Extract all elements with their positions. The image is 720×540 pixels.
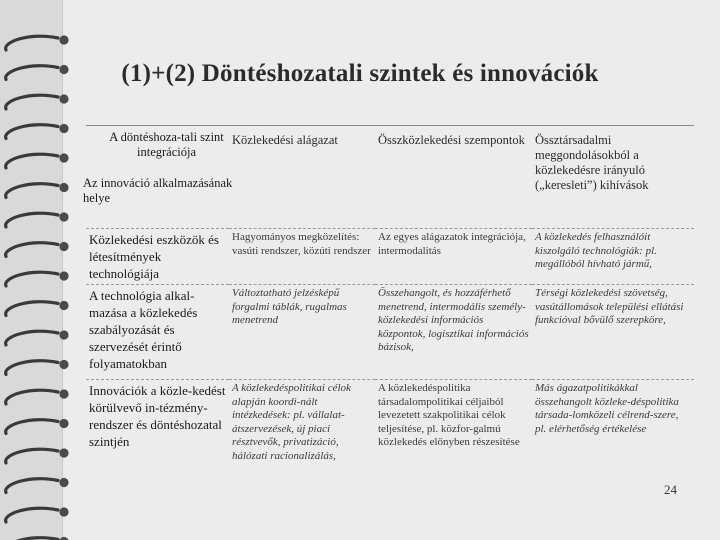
page-number: 24 [664,482,677,497]
column-header: Összközlekedési szempontok [375,126,532,229]
binder-ring [6,36,58,50]
table-cell: Az egyes alágazatok integrációja, intermodalitás [375,229,532,285]
corner-top-label: A döntéshoza-tali szint integrációja [109,130,224,159]
binder-ring [6,390,58,404]
row-label: A technológia alkal-mazása a közlekedés szabályozását és szervezését érintő folyamatokban [86,285,229,380]
binder-ring [6,154,58,168]
table-cell: A közlekedéspolitikai célok alapján koordi-nált intézkedések: pl. vállalat-átszervezések, új piaci résztvevők, privatizáció, hálózati racionalizálás, [232,382,351,462]
table-header-row [86,126,694,229]
binder-hole [59,183,68,192]
row-label: Közlekedési eszközök és létesítmények technológiája [86,229,229,285]
innovation-table [83,125,694,472]
binder-hole [59,507,68,516]
corner-bottom-label: Az innováció alkalmazásának helye [83,176,233,205]
binder-ring [6,95,58,109]
column-header: Össztársadalmi meggondolásokból a közlekedésre irányuló („keresleti”) kihívások [532,126,694,229]
table-row [86,229,694,285]
table-cell: A közlekedéspolitika társadalompolitikai céljaiból levezetett szakpolitikai célok teljesítése, pl. közfor-galmú közlekedés előnyben részesítése [378,382,520,448]
binder-ring [6,213,58,227]
table-row [86,380,694,472]
table-cell: Változtatható jelzésképű forgalmi táblák, rugalmas menetrend [229,285,375,380]
binder-hole [59,242,68,251]
binder-hole [59,330,68,339]
corner-cell [83,126,233,229]
binder-hole [59,271,68,280]
binder-ring [6,420,58,434]
table-cell: Összehangolt, és hozzáférhető menetrend, intermodális személy-közlekedési információs központok, logisztikai információs bázisok, [375,285,532,380]
binder-hole [59,448,68,457]
binder-ring [6,125,58,139]
table-cell: Térségi közlekedési szövetség, vasútállomások települési ellátási funkcióval bővülő szerepköre, [532,285,694,380]
binder-ring [6,331,58,345]
binder-hole [59,478,68,487]
binder-ring [6,508,58,522]
binder-hole [59,35,68,44]
column-header: Közlekedési alágazat [229,126,375,229]
binder-ring [6,361,58,375]
binder-hole [59,124,68,133]
binder-ring [6,302,58,316]
binder-ring [6,243,58,257]
row-label: Innovációk a közle-kedést körülvevő in-tézmény-rendszer és döntéshozatal szintjén [89,383,226,449]
binder-hole [59,94,68,103]
table-row [86,285,694,380]
binder-hole [59,389,68,398]
binder-ring [6,184,58,198]
table-cell: A közlekedés felhasználóit kiszolgáló technológiák: pl. megállóból hívható jármű, [532,229,694,285]
binder-hole [59,360,68,369]
binder-hole [59,153,68,162]
table-cell: Más ágazatpolitikákkal összehangolt közleke-déspolitika társada-lomközeli célrend-szere, pl. elérhetőség értékelése [535,382,679,435]
table-cell: Hagyományos megközelítés: vasúti rendszer, közúti rendszer [229,229,375,285]
binder-hole [59,212,68,221]
slide-title: (1)+(2) Döntéshozatali szintek és innovációk [121,60,599,87]
binder-ring [6,479,58,493]
binder-hole [59,301,68,310]
binder-ring [6,272,58,286]
binder-ring [6,449,58,463]
binder-hole [59,419,68,428]
